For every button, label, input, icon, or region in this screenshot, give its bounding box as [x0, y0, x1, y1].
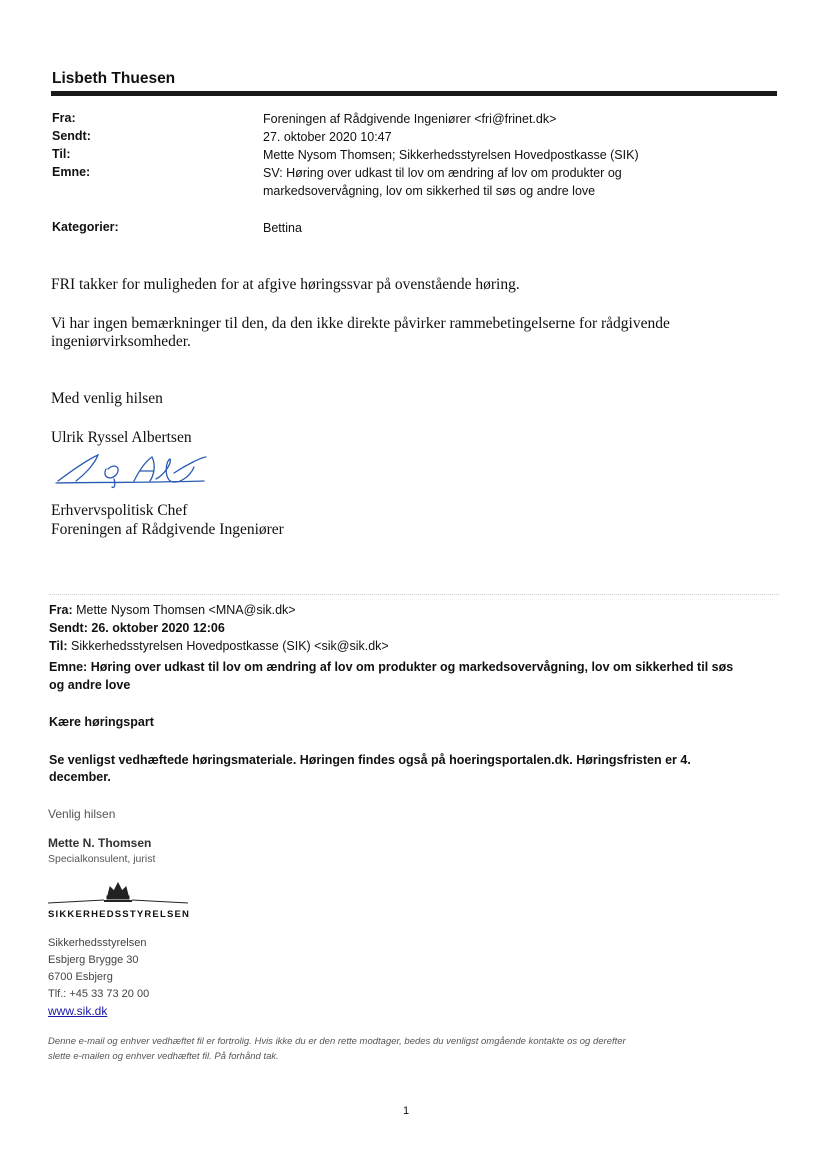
message-separator [49, 594, 779, 595]
fw-closing: Venlig hilsen [48, 807, 116, 821]
subject-label: Emne: [52, 165, 91, 179]
website-link[interactable]: www.sik.dk [48, 1004, 108, 1018]
agency-name: SIKKERHEDSSTYRELSEN [48, 909, 191, 920]
fw-name: Mette N. Thomsen [48, 836, 152, 850]
fw-subject-value-line1: Høring over udkast til lov om ændring af lov om produkter og markedsovervågning, lov om sikkerhed til søs [90, 660, 734, 674]
page-number: 1 [403, 1105, 410, 1117]
fw-sent-value: 26. oktober 2020 12:06 [91, 621, 225, 635]
fw-salutation: Kære høringspart [49, 715, 154, 729]
sent-label: Sendt: [52, 129, 91, 143]
header-rule [51, 91, 777, 96]
phone-line: Tlf.: +45 33 73 20 00 [48, 988, 150, 1000]
from-label: Fra: [52, 111, 76, 125]
fw-sent-line [49, 620, 769, 637]
to-label: Til: [52, 147, 71, 161]
subject-value-line2: markedsovervågning, lov om sikkerhed til søs og andre love [263, 184, 596, 198]
greeting: Med venlig hilsen [51, 390, 163, 407]
category-value: Bettina [263, 221, 302, 235]
signer-title: Erhvervspolitisk Chef [51, 502, 188, 519]
fw-message-line1: Se venligst vedhæftede høringsmateriale. Høringen findes også på hoeringsportalen.dk. Høringsfristen er 4. [49, 753, 691, 767]
fw-from-value: Mette Nysom Thomsen <MNA@sik.dk> [76, 603, 296, 617]
subject-value-line1: SV: Høring over udkast til lov om ændring af lov om produkter og [263, 166, 622, 180]
sent-value: 27. oktober 2020 10:47 [263, 130, 392, 144]
address-line-1: Sikkerhedsstyrelsen [48, 937, 147, 949]
fw-role: Specialkonsulent, jurist [48, 853, 156, 865]
from-value: Foreningen af Rådgivende Ingeniører <fri@frinet.dk> [263, 112, 557, 126]
address-line-2: Esbjerg Brygge 30 [48, 954, 139, 966]
disclaimer [48, 1034, 768, 1064]
disclaimer-line-1: Denne e-mail og enhver vedhæftet fil er fortrolig. Hvis ikke du er den rette modtager, bedes du venligst omgående kontakte os og derefter [48, 1036, 626, 1047]
to-value: Mette Nysom Thomsen; Sikkerhedsstyrelsen Hovedpostkasse (SIK) [263, 148, 639, 162]
signer-name: Ulrik Ryssel Albertsen [51, 429, 192, 446]
body-paragraph-2-line2: ingeniørvirksomheder. [51, 333, 191, 350]
category-label: Kategorier: [52, 220, 119, 234]
fw-message-line2: december. [49, 770, 111, 784]
fw-to-label: Til: [49, 639, 68, 653]
sender-name: Lisbeth Thuesen [52, 70, 176, 87]
fw-to-value: Sikkerhedsstyrelsen Hovedpostkasse (SIK) <sik@sik.dk> [71, 639, 389, 653]
fw-from-label: Fra: [49, 603, 73, 617]
address-line-3: 6700 Esbjerg [48, 971, 113, 983]
disclaimer-line-2: slette e-mailen og enhver vedhæftet fil. På forhånd tak. [48, 1051, 279, 1062]
handwritten-signature [54, 449, 224, 495]
fw-subject-value-line2: og andre love [49, 678, 131, 692]
fw-from-line [49, 602, 769, 619]
fw-sent-label: Sendt: [49, 621, 88, 635]
fw-subject-label: Emne: [49, 660, 88, 674]
fw-to-line [49, 638, 769, 655]
fw-subject-line [49, 659, 769, 676]
body-paragraph-2-line1: Vi har ingen bemærkninger til den, da den ikke direkte påvirker rammebetingelserne for rådgivende [51, 315, 670, 332]
signer-organization: Foreningen af Rådgivende Ingeniører [51, 521, 284, 538]
body-paragraph-1: FRI takker for muligheden for at afgive høringssvar på ovenstående høring. [51, 276, 520, 293]
crown-icon [48, 877, 188, 907]
